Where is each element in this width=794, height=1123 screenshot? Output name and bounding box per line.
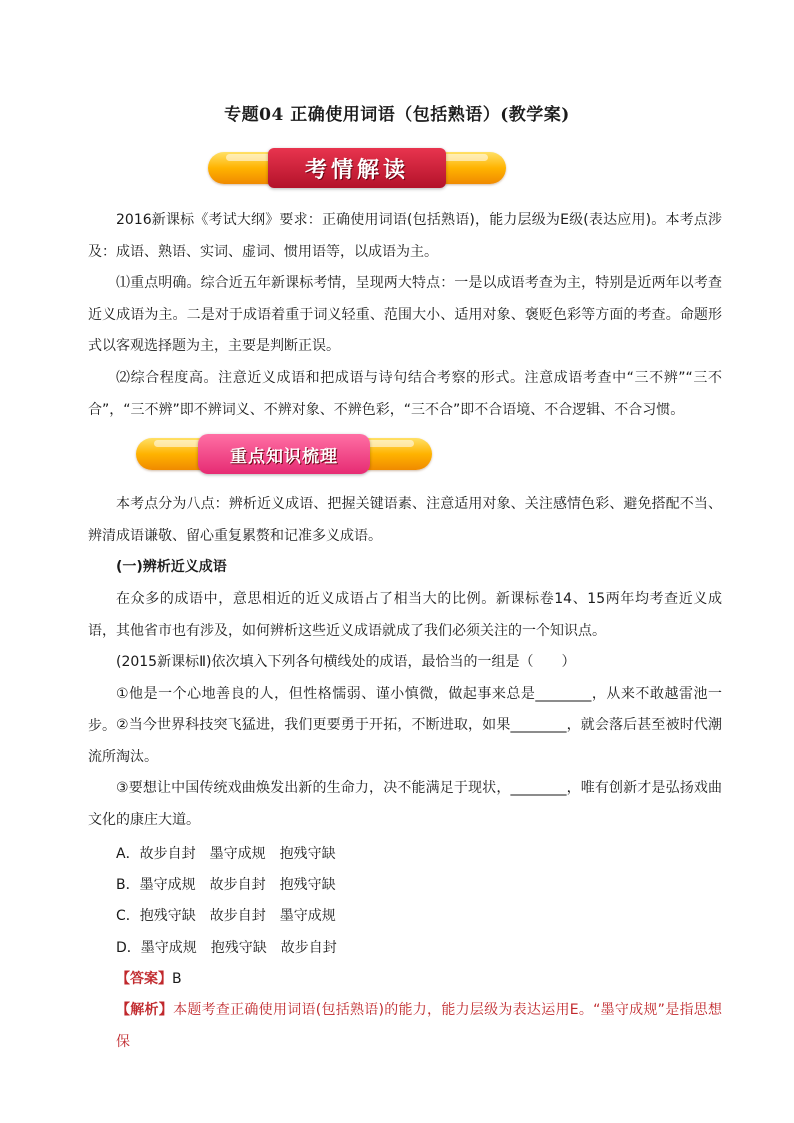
banner-key-points — [136, 436, 432, 472]
answer-tag: 【答案】 — [116, 971, 172, 987]
question-sentence-1: ①他是一个心地善良的人，但性格懦弱、谨小慎微，做起事来总是________，从来不敢越雷池一步。 — [88, 686, 722, 734]
paragraph-overview: 本考点分为八点：辨析近义成语、把握关键语素、注意适用对象、关注感情色彩、避免搭配不当、辨清成语谦敬、留心重复累赘和记准多义成语。 — [88, 496, 722, 544]
banner-label: 重点知识梳理 — [198, 434, 370, 474]
banner-label: 考情解读 — [268, 148, 446, 188]
answer-line — [116, 964, 750, 996]
analysis-tag: 【解析】 — [116, 1002, 174, 1018]
option-c: C．抱残守缺 故步自封 墨守成规 — [116, 908, 336, 924]
banner-exam-analysis — [208, 150, 506, 186]
question-sentence-3: ③要想让中国传统戏曲焕发出新的生命力，决不能满足于现状，________，唯有创新才是弘扬戏曲文化的康庄大道。 — [88, 780, 722, 828]
option-a: A．故步自封 墨守成规 抱残守缺 — [116, 846, 336, 862]
option-d: D．墨守成规 抱残守缺 故步自封 — [116, 940, 337, 956]
analysis-line — [116, 995, 722, 1058]
paragraph-feature-2: ⑵综合程度高。注意近义成语和把成语与诗句结合考察的形式。注意成语考查中“三不辨”“三不合”，“三不辨”即不辨词义、不辨对象、不辨色彩，“三不合”即不合语境、不合逻辑、不合习惯。 — [88, 370, 722, 418]
paragraph-intro: 在众多的成语中，意思相近的近义成语占了相当大的比例。新课标卷14、15两年均考查近义成语，其他省市也有涉及，如何辨析这些近义成语就成了我们必须关注的一个知识点。 — [88, 591, 722, 639]
question-sentence-2: ②当今世界科技突飞猛进，我们更要勇于开拓，不断进取，如果________，就会落后甚至被时代潮流所淘汰。 — [88, 717, 722, 765]
option-b: B．墨守成规 故步自封 抱残守缺 — [116, 877, 336, 893]
section-heading: (一)辨析近义成语 — [116, 559, 227, 575]
paragraph-feature-1: ⑴重点明确。综合近五年新课标考情，呈现两大特点：一是以成语考查为主，特别是近两年以考查近义成语为主。二是对于成语着重于词义轻重、范围大小、适用对象、褒贬色彩等方面的考查。命题形式以客观选择题为主，主要是判断正误。 — [88, 275, 722, 354]
question-stem: (2015新课标Ⅱ)依次填入下列各句横线处的成语，最恰当的一组是（ ） — [116, 654, 576, 670]
paragraph-exam-requirements: 2016新课标《考试大纲》要求：正确使用词语(包括熟语)，能力层级为E级(表达应用)。本考点涉及：成语、熟语、实词、虚词、惯用语等，以成语为主。 — [88, 212, 722, 260]
analysis-text: 本题考查正确使用词语(包括熟语)的能力，能力层级为表达运用E。“墨守成规”是指思想保 — [116, 1002, 723, 1050]
answer-value: B — [172, 971, 182, 987]
document-title: 专题04 正确使用词语（包括熟语）(教学案) — [224, 105, 570, 125]
